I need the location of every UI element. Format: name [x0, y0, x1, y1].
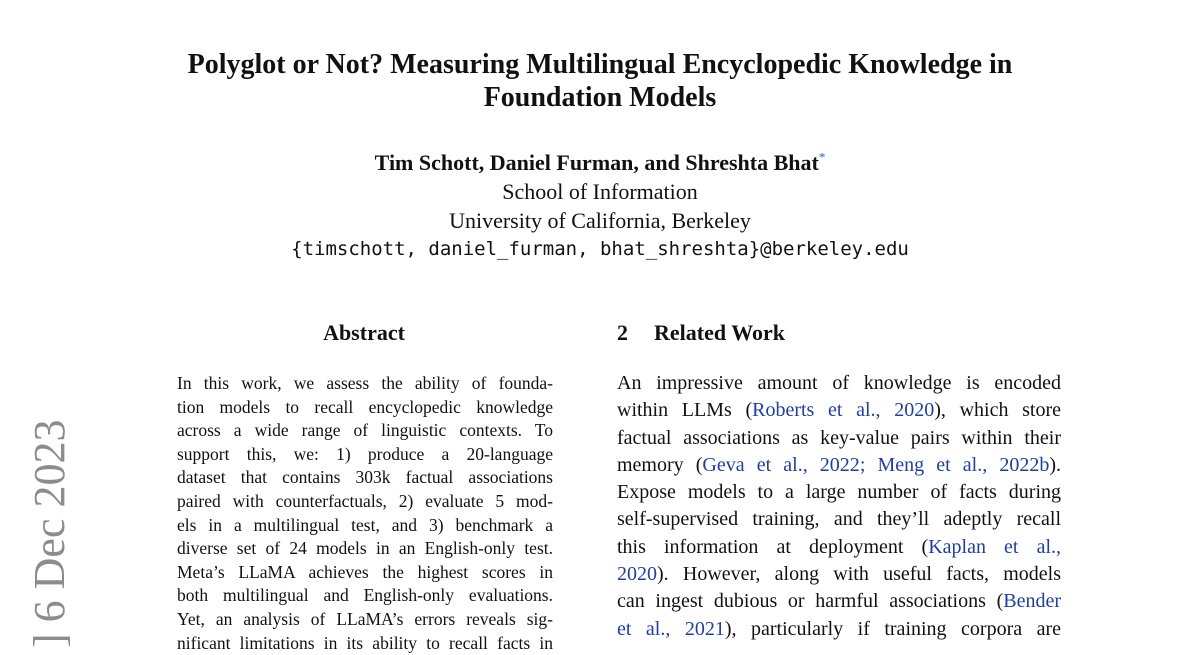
section-heading-related-work	[617, 320, 785, 346]
text-run: ). However, along with useful facts, models	[657, 563, 1061, 586]
body-line	[617, 561, 1061, 588]
abstract-line: dataset that contains 303k factual associations	[177, 467, 553, 488]
section-title: Related Work	[654, 320, 785, 345]
citation-link-kaplan[interactable]: Kaplan et al.,	[928, 535, 1062, 558]
related-work-body	[617, 370, 1061, 643]
abstract-line: els in a multilingual test, and 3) benchmark a	[177, 514, 553, 535]
affiliation-university: University of California, Berkeley	[449, 208, 751, 233]
citation-link-bender-cont[interactable]: et al., 2021	[617, 617, 725, 640]
section-number: 2	[617, 320, 628, 345]
title-line-1: Polyglot or Not? Measuring Multilingual Encyclopedic Knowledge in	[187, 49, 1013, 80]
body-line	[617, 534, 1061, 561]
abstract-line: paired with counterfactuals, 2) evaluate 5 mod-	[177, 490, 553, 511]
text-run: ).	[1049, 453, 1061, 476]
citation-link-roberts[interactable]: Roberts et al., 2020	[752, 399, 935, 422]
title-line-2: Foundation Models	[483, 82, 717, 113]
citation-separator: ;	[859, 453, 878, 476]
affiliation-school: School of Information	[502, 179, 698, 204]
abstract-line: Meta’s LLaMA achieves the highest scores in	[177, 561, 553, 582]
citation-link-kaplan-year[interactable]: 2020	[617, 563, 657, 586]
author-block	[0, 148, 1200, 264]
abstract-line: both multilingual and English-only evaluations.	[177, 585, 553, 606]
text-run: this information at deployment (	[617, 535, 929, 558]
body-line: self-supervised training, and they’ll adeptly recall	[617, 508, 1061, 531]
body-line	[617, 397, 1061, 424]
abstract-body	[177, 372, 553, 655]
abstract-line: Yet, an analysis of LLaMA’s errors reveals sig-	[177, 608, 553, 629]
abstract-line: across a wide range of linguistic contexts. To	[177, 420, 553, 441]
citation-link-geva[interactable]: Geva et al., 2022	[702, 453, 860, 476]
footnote-mark[interactable]: *	[818, 149, 826, 165]
text-run: memory (	[617, 453, 703, 476]
abstract-line: In this work, we assess the ability of founda-	[177, 373, 553, 393]
author-names: Tim Schott, Daniel Furman, and Shreshta Bhat	[374, 150, 819, 175]
citation-link-bender[interactable]: Bender	[1003, 590, 1061, 613]
body-line: An impressive amount of knowledge is encoded	[617, 372, 1061, 394]
author-names-line	[0, 148, 1200, 177]
abstract-line: tion models to recall encyclopedic knowledge	[177, 396, 553, 417]
body-line: Expose models to a large number of facts during	[617, 481, 1061, 504]
abstract-heading: Abstract	[323, 320, 405, 345]
arxiv-side-stamp: ] 6 Dec 2023	[25, 419, 74, 648]
paper-title	[150, 48, 1050, 114]
author-emails: {timschott, daniel_furman, bhat_shreshta}@berkeley.edu	[291, 238, 909, 260]
text-run: ), particularly if training corpora are	[724, 617, 1062, 640]
body-line	[617, 588, 1061, 615]
citation-link-meng[interactable]: Meng et al., 2022b	[877, 453, 1050, 476]
text-run: within LLMs (	[617, 399, 753, 422]
body-line	[617, 452, 1061, 479]
text-run: ), which store	[934, 399, 1061, 422]
text-run: can ingest dubious or harmful associations (	[617, 590, 1004, 613]
abstract-line: diverse set of 24 models in an English-only test.	[177, 538, 553, 559]
abstract-line: support this, we: 1) produce a 20-language	[177, 443, 553, 464]
body-line: factual associations as key-value pairs within their	[617, 426, 1061, 449]
abstract-line: nificant limitations in its ability to recall facts in	[177, 632, 553, 653]
body-line	[617, 616, 1061, 643]
